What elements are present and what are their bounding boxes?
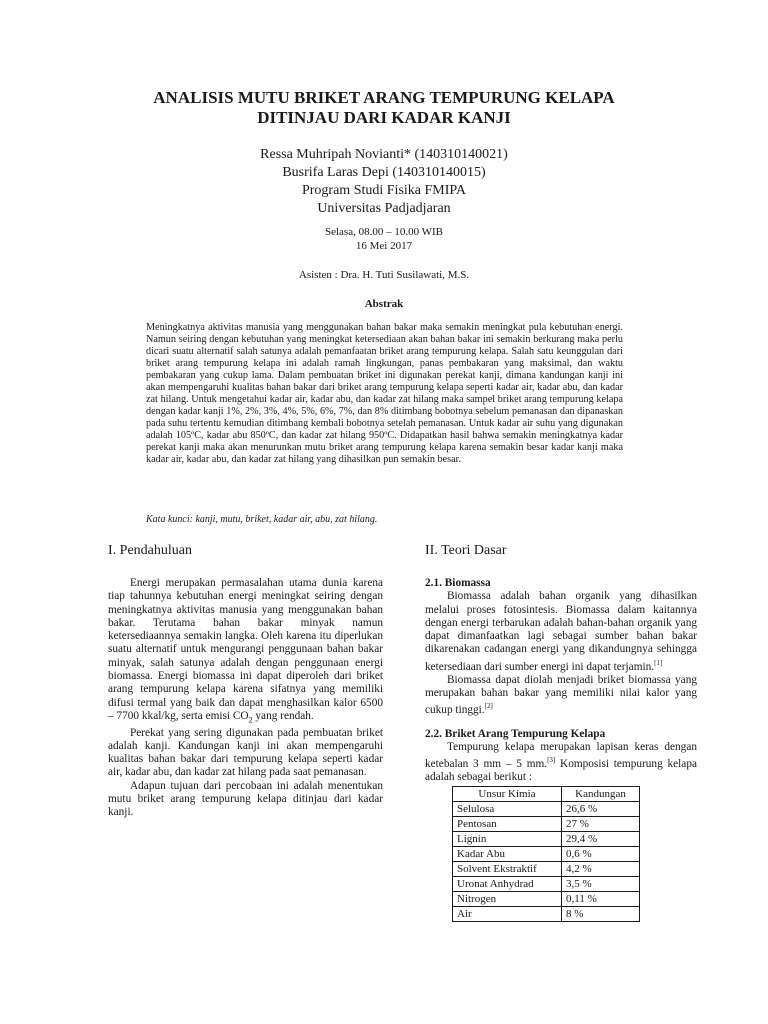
abstract-heading: Abstrak [364, 298, 404, 310]
citation-1: [1] [654, 658, 663, 667]
citation-3: [3] [547, 756, 556, 765]
intro-paragraph-2: Perekat yang sering digunakan pada pembuatan briket adalah kanji. Kandungan kanji ini akan mempengaruhi kualitas bahan bakar dari tempurung kelapa seperti kadar air, kadar abu, dan kadar zat hilang pada saat pemanasan. [108, 726, 383, 779]
table-row [453, 817, 640, 832]
university: Universitas Padjadjaran [317, 201, 451, 216]
table-cell: 26,6 % [562, 802, 640, 817]
table-cell: 29,4 % [562, 832, 640, 847]
table-cell: Pentosan [453, 817, 562, 832]
table-row [453, 847, 640, 862]
subsection-2-1-heading: 2.1. Biomassa [425, 577, 491, 589]
table-row [453, 892, 640, 907]
briket-paragraph-1-end: Komposisi tempurung kelapa adalah sebagai berikut : [425, 757, 697, 784]
intro-paragraph-1 [108, 577, 383, 727]
composition-table [452, 786, 640, 922]
table-cell: Selulosa [453, 802, 562, 817]
table-row [453, 802, 640, 817]
table-row [453, 877, 640, 892]
assistant-name: Asisten : Dra. H. Tuti Susilawati, M.S. [298, 269, 470, 281]
keywords-line [146, 514, 623, 525]
table-cell: 8 % [562, 907, 640, 922]
table-cell: 0,6 % [562, 847, 640, 862]
table-header-row [453, 787, 640, 802]
briket-paragraph-1 [425, 741, 697, 785]
study-program: Program Studi Fisika FMIPA [301, 183, 466, 198]
keywords-label: Kata kunci [146, 514, 190, 525]
right-column [425, 543, 697, 922]
section-1-heading: I. Pendahuluan [108, 543, 192, 558]
title-line-2: DITINJAU DARI KADAR KANJI [257, 108, 511, 127]
table-cell: 4,2 % [562, 862, 640, 877]
table-row [453, 907, 640, 922]
table-cell: 0,11 % [562, 892, 640, 907]
table-row [453, 862, 640, 877]
author-1: Ressa Muhripah Novianti* (140310140021) [260, 147, 508, 162]
biomassa-paragraph-1 [425, 590, 697, 674]
co2-subscript: 2 [248, 715, 253, 725]
biomassa-paragraph-2-text: Biomassa dapat diolah menjadi briket biomassa yang merupakan bahan bakar yang memiliki nilai kalor yang cukup tinggi. [425, 673, 697, 717]
citation-2: [2] [484, 702, 493, 711]
table-cell: Air [453, 907, 562, 922]
table-cell: Solvent Ekstraktif [453, 862, 562, 877]
abstract-body: Meningkatnya aktivitas manusia yang menggunakan bahan bakar maka semakin meningkat pula kebutuhan energi. Namun seiring dengan kebutuhan yang meningkat ketersediaan akan bahan bakar ini semakin berkurang maka perlu dicari suatu alternatif salah satunya adalah pemanfaatan briket arang tempurung kelapa. Salah satu keunggulan dari briket arang tempurung kelapa ini adalah ramah lingkungan, panas pembakaran yang maksimal, dan waktu pembakaran yang cukup lama. Dalam pembuatan briket ini digunakan perekat kanji, dimana kandungan kanji ini akan mempengaruhi kualitas bahan bakar dari briket arang tempurung kelapa seperti kadar air, kadar abu, dan kadar zat hilang. Untuk mengetahui kadar air, kadar abu, dan kadar zat hilang maka sampel briket arang tempurung kelapa dengan kadar kanji 1%, 2%, 3%, 4%, 5%, 6%, 7%, dan 8% ditimbang bobotnya sebelum pemanasan dan dipanaskan pada suhu tertentu kemudian ditimbang kembali bobotnya setelah pemanasan. Untuk kadar air suhu yang digunakan adalah 105ºC, kadar abu 850ºC, dan kadar zat hilang 950ºC. Didapatkan hasil bahwa semakin meningkatnya kadar perekat kanji maka akan menurunkan mutu briket arang tempurung kelapa karena semakin besar kadar kanji maka kadar air, kadar abu, dan kadar zat hilang yang dihasilkan pun semakin besar. [146, 322, 623, 465]
table-header-cell: Kandungan [562, 787, 640, 802]
left-column [108, 543, 383, 820]
biomassa-paragraph-2 [425, 674, 697, 718]
table-row [453, 832, 640, 847]
title-line-1: ANALISIS MUTU BRIKET ARANG TEMPURUNG KELAPA [153, 88, 615, 107]
session-date: 16 Mei 2017 [355, 240, 413, 252]
intro-paragraph-1-end: yang rendah. [252, 709, 314, 722]
briket-paragraph-1-text: Tempurung kelapa merupakan lapisan keras dengan ketebalan 3 mm – 5 mm. [425, 740, 697, 770]
session-time: Selasa, 08.00 – 10.00 WIB [324, 226, 444, 238]
paper-title [100, 88, 668, 128]
author-block [150, 146, 618, 218]
intro-paragraph-1-text: Energi merupakan permasalahan utama dunia karena tiap tahunnya kebutuhan energi meningkat seiring dengan meningkatnya aktivitas manusia yang menggunakan bahan bakar. Terutama bahan bakar minyak namun ketersediaannya semakin langka. Oleh karena itu diperlukan suatu alternatif untuk mengurangi penggunaan bahan bakar minyak, salah satunya adalah dengan penggunaan energi biomassa. Energi biomassa ini dapat diperoleh dari briket arang tempurung kelapa karena sifatnya yang memiliki difusi termal yang baik dan dapat menghasilkan kalor 6500 – 7700 kkal/kg, serta emisi CO [108, 577, 383, 722]
intro-paragraph-3: Adapun tujuan dari percobaan ini adalah menentukan mutu briket arang tempurung kelapa ditinjau dari kadar kanji. [108, 779, 383, 819]
table-cell: 27 % [562, 817, 640, 832]
table-cell: Kadar Abu [453, 847, 562, 862]
table-cell: Nitrogen [453, 892, 562, 907]
section-2-heading: II. Teori Dasar [425, 543, 507, 558]
table-header-cell: Unsur Kimia [453, 787, 562, 802]
keywords-list: : kanji, mutu, briket, kadar air, abu, zat hilang. [189, 514, 378, 525]
author-2: Busrifa Laras Depi (140310140015) [282, 165, 486, 180]
table-cell: 3,5 % [562, 877, 640, 892]
biomassa-paragraph-1-text: Biomassa adalah bahan organik yang dihasilkan melalui proses fotosintesis. Biomassa dalam kaitannya dengan energi terbarukan adalah bahan-bahan organik yang dapat dimanfaatkan lagi sebagai sumber bahan bakar dikarenakan cadangan energi yang dikandungnya sehingga ketersediaan dari sumber energi ini dapat terjamin. [425, 590, 697, 673]
session-info [150, 225, 618, 253]
table-cell: Uronat Anhydrad [453, 877, 562, 892]
subsection-2-2-heading: 2.2. Briket Arang Tempurung Kelapa [425, 727, 606, 740]
table-cell: Lignin [453, 832, 562, 847]
